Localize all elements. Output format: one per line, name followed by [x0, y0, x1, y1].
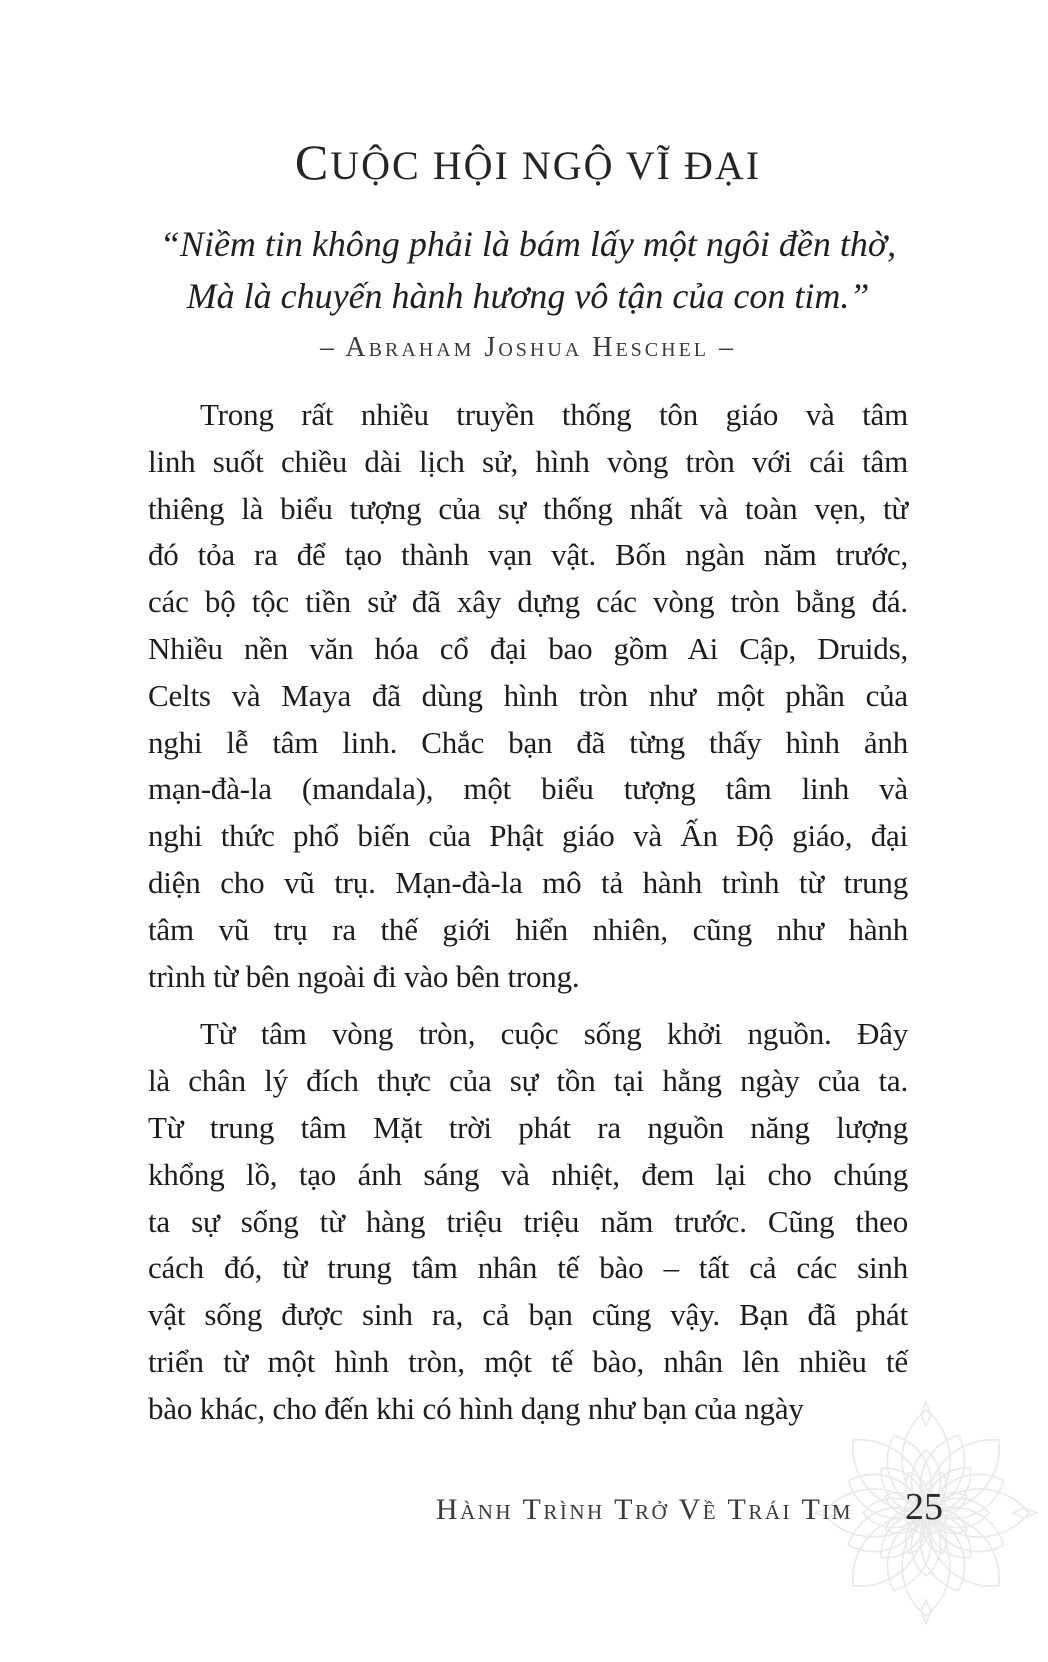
- page-footer: [436, 1486, 943, 1531]
- body-line: nghi thức phổ biến của Phật giáo và Ấn Độ giáo, đại: [148, 818, 908, 854]
- epigraph-line-1: “Niềm tin không phải là bám lấy một ngôi đền thờ,: [159, 224, 897, 264]
- body-line: Celts và Maya đã dùng hình tròn như một phần của: [148, 677, 908, 713]
- body-line: Trong rất nhiều truyền thống tôn giáo và tâm: [200, 397, 908, 432]
- body-line: Nhiều nền văn hóa cổ đại bao gồm Ai Cập, Druids,: [148, 630, 908, 666]
- body-line: thiêng là biểu tượng của sự thống nhất và toàn vẹn, từ: [148, 490, 908, 526]
- body-line: cách đó, từ trung tâm nhân tế bào – tất cả các sinh: [148, 1250, 908, 1286]
- body-line: nghi lễ tâm linh. Chắc bạn đã từng thấy hình ảnh: [148, 724, 908, 760]
- body-line: đó tỏa ra để tạo thành vạn vật. Bốn ngàn năm trước,: [148, 537, 908, 573]
- body-line: các bộ tộc tiền sử đã xây dựng các vòng tròn bằng đá.: [148, 584, 908, 620]
- text-column: [148, 0, 908, 1433]
- page-number: 25: [905, 1486, 943, 1528]
- body-line: mạn-đà-la (mandala), một biểu tượng tâm linh và: [148, 771, 908, 807]
- body-line: bào khác, cho đến khi có hình dạng như bạn của ngày: [148, 1390, 804, 1426]
- body-line: Từ trung tâm Mặt trời phát ra nguồn năng lượng: [148, 1109, 908, 1145]
- body-line: Từ tâm vòng tròn, cuộc sống khởi nguồn. Đây: [200, 1016, 908, 1052]
- body-line: diện cho vũ trụ. Mạn-đà-la mô tả hành trình từ trung: [148, 864, 908, 900]
- epigraph-attribution: – Abraham Joshua Heschel –: [319, 332, 737, 363]
- body-line: tâm vũ trụ ra thế giới hiển nhiên, cũng như hành: [148, 911, 908, 947]
- chapter-title: CUỘC HỘI NGỘ VĨ ĐẠI: [294, 134, 762, 190]
- body-line: trình từ bên ngoài đi vào bên trong.: [148, 958, 580, 994]
- paragraph-1: [148, 392, 908, 1000]
- body-line: linh suốt chiều dài lịch sử, hình vòng tròn với cái tâm: [148, 443, 908, 479]
- body-line: là chân lý đích thực của sự tồn tại hằng ngày của ta.: [148, 1063, 908, 1099]
- body-line: vật sống được sinh ra, cả bạn cũng vậy. Bạn đã phát: [148, 1297, 908, 1333]
- body-text: [148, 392, 908, 1433]
- body-line: ta sự sống từ hàng triệu triệu năm trước. Cũng theo: [148, 1203, 908, 1239]
- running-title: Hành Trình Trở Về Trái Tim: [435, 1493, 853, 1526]
- epigraph-line-2: Mà là chuyến hành hương vô tận của con tim.”: [186, 276, 870, 316]
- body-line: khổng lồ, tạo ánh sáng và nhiệt, đem lại cho chúng: [148, 1156, 908, 1192]
- epigraph-quote: [148, 218, 908, 322]
- paragraph-2: [148, 1011, 908, 1432]
- body-line: triển từ một hình tròn, một tế bào, nhân lên nhiều tế: [148, 1343, 908, 1379]
